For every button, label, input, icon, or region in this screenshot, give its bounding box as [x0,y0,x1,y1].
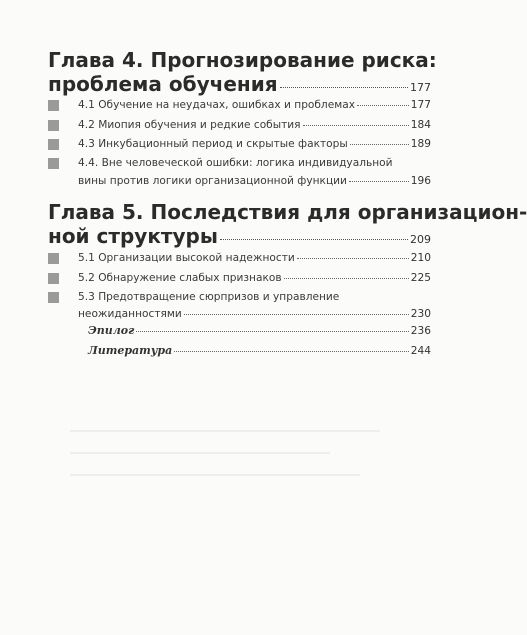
entry-title-line1: 4.4. Вне человеческой ошибки: логика индивидуальной [78,157,393,169]
literature-title: Литература [88,344,173,357]
toc-entry-epilogue [88,324,431,338]
entry-title: 5.2 Обнаружение слабых признаков [78,272,282,284]
entry-title-line1: 5.3 Предотвращение сюрпризов и управление [78,291,340,303]
bullet-square-icon [48,158,59,169]
show-through-line [70,452,330,454]
bullet-square-icon [48,100,59,111]
entry-title: 5.1 Организации высокой надежности [78,252,295,264]
bullet-square-icon [48,120,59,131]
entry-title: 4.3 Инкубационный период и скрытые факторы [78,138,348,150]
leader-dots [284,278,409,279]
entry-page: 230 [410,308,431,320]
entry-title: 4.1 Обучение на неудачах, ошибках и проблемах [78,99,355,111]
show-through-line [70,474,360,476]
toc-entry-literature [88,344,431,358]
entry-page: 184 [410,119,431,131]
entry-title: 4.2 Миопия обучения и редкие события [78,119,301,131]
chapter-4-title-line1: Глава 4. Прогнозирование риска: [48,48,437,72]
leader-dots [184,314,409,315]
epilogue-title: Эпилог [88,324,135,337]
entry-page: 225 [410,272,431,284]
bullet-square-icon [48,273,59,284]
chapter-4-heading [48,48,437,96]
chapter-5-heading [48,200,527,248]
entry-title-line2: вины против логики организационной функции [78,175,347,187]
entry-title-line2: неожиданностями [78,308,182,320]
leader-dots [136,331,408,332]
epilogue-page: 236 [410,325,431,337]
entry-page: 196 [410,175,431,187]
bullet-square-icon [48,139,59,150]
chapter-5-title-line1: Глава 5. Последствия для организацион- [48,200,527,224]
leader-dots [350,144,409,145]
leader-dots [357,105,409,106]
chapter-4-page: 177 [410,81,431,94]
leader-dots [349,181,409,182]
chapter-5-title-line2: ной структуры [48,224,218,248]
bullet-square-icon [48,292,59,303]
bullet-square-icon [48,253,59,264]
leader-dots [220,239,408,240]
leader-dots [303,125,409,126]
leader-dots [174,351,409,352]
literature-page: 244 [410,345,431,357]
chapter-5-page: 209 [410,233,431,246]
leader-dots [280,87,408,88]
entry-page: 210 [410,252,431,264]
chapter-4-title-line2: проблема обучения [48,72,278,96]
entry-page: 189 [410,138,431,150]
show-through-line [70,430,380,432]
leader-dots [297,258,409,259]
entry-page: 177 [410,99,431,111]
